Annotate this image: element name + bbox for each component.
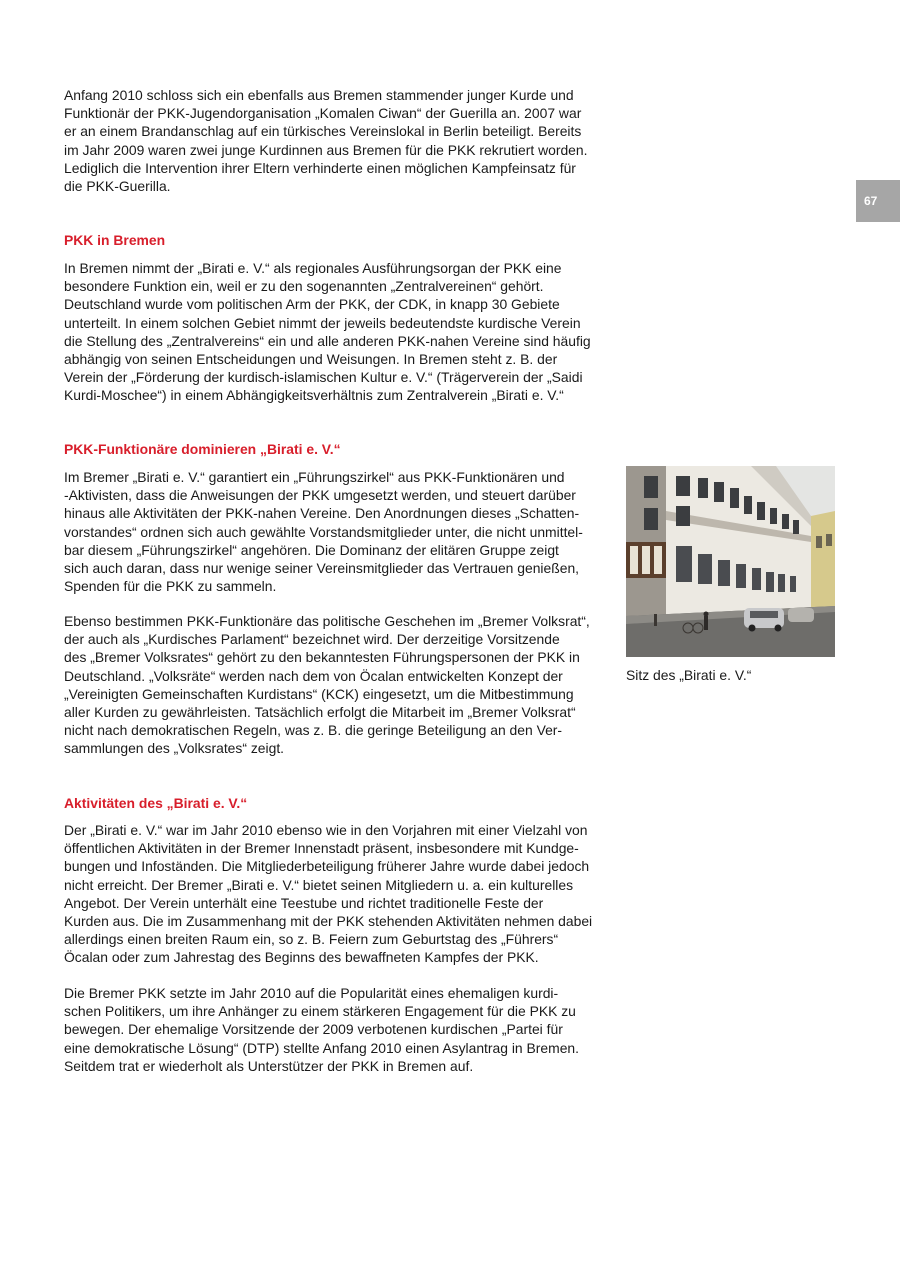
building-photo	[626, 466, 835, 657]
section-paragraph: Im Bremer „Birati e. V.“ garantiert ein „Führungszirkel“ aus PKK-Funktionären und -Aktivisten, dass die Anweisungen der PKK umgesetzt werden, und steuert darüber hinaus alle Aktivitäten der PKK-nahen Vereine. Den Anordnungen dieses „Schatten- vorstandes“ ordnen sich auch gewählte Vorstandsmitglieder unter, die nicht unmittel- bar diesem „Führungszirkel“ angehören. Die Dominanz der elitären Gruppe zeigt sich auch daran, dass nur wenige seiner Vereinsmitglieder das Vertrauen genießen, Spenden für die PKK zu sammeln.	[64, 469, 583, 595]
section-heading-aktivitaeten: Aktivitäten des „Birati e. V.“	[64, 795, 248, 811]
section-heading-pkk-funktionaere: PKK-Funktionäre dominieren „Birati e. V.“	[64, 441, 341, 457]
section-body-pkk-funktionaere	[64, 468, 616, 595]
section-paragraph: Der „Birati e. V.“ war im Jahr 2010 ebenso wie in den Vorjahren mit einer Vielzahl von öffentlichen Aktivitäten in der Bremer Innenstadt präsent, insbesondere mit Kundge- bungen und Infoständen. Die Mitgliederbeteiligung früherer Jahre wurde dabei jedoch nicht erreicht. Der Bremer „Birati e. V.“ bietet seinen Mitgliedern u. a. ein kulturelles Angebot. Der Verein unterhält eine Teestube und richtet traditionelle Feste der Kurden aus. Die im Zusammenhang mit der PKK stehenden Aktivitäten nehmen dabei allerdings einen breiten Raum ein, so z. B. Feiern zum Geburtstag des „Führers“ Öcalan oder zum Jahrestag des Beginns des bewaffneten Kampfes der PKK.	[64, 822, 593, 966]
section-paragraph: Ebenso bestimmen PKK-Funktionäre das politische Geschehen im „Bremer Volksrat“, der auch als „Kurdisches Parlament“ bezeichnet wird. Der derzeitige Vorsitzende des „Bremer Volksrates“ gehört zu den bekanntesten Führungspersonen der PKK in Deutschland. „Volksräte“ werden nach dem von Öcalan entwickelten Konzept der „Vereinigten Gemeinschaften Kurdistans“ (KCK) eingesetzt, um die Mitbestimmung aller Kurden zu gewährleisten. Tatsächlich erfolgt die Mitarbeit im „Bremer Volksrat“ nicht nach demokratischen Regeln, was z. B. die geringe Beteiligung an den Ver- sammlungen des „Volksrates“ zeigt.	[64, 613, 590, 757]
section-paragraph: In Bremen nimmt der „Birati e. V.“ als regionales Ausführungsorgan der PKK eine besondere Funktion ein, weil er zu den sogenannten „Zentralvereinen“ gehört. Deutschland wurde vom politischen Arm der PKK, der CDK, in knapp 30 Gebiete unterteilt. In einem solchen Gebiet nimmt der jeweils bedeutendste kurdische Verein die Stellung des „Zentralvereins“ ein und alle anderen PKK-nahen Vereine sind häufig abhängig von seinen Entscheidungen und Weisungen. In Bremen steht z. B. der Verein der „Förderung der kurdisch-islamischen Kultur e. V.“ (Trägerverein der „Saidi Kurdi-Moschee“) in einem Abhängigkeitsverhältnis zum Zentralverein „Birati e. V.“	[64, 260, 591, 404]
building-illustration	[626, 466, 835, 657]
page-number: 67	[856, 180, 900, 222]
section-body-bremer-pkk	[64, 984, 616, 1075]
figure-caption: Sitz des „Birati e. V.“	[626, 667, 752, 683]
section-paragraph: Die Bremer PKK setzte im Jahr 2010 auf die Popularität eines ehemaligen kurdi- schen Politikers, um ihre Anhänger zu einem stärkeren Engagement für die PKK zu bewegen. Der ehemalige Vorsitzende der 2009 verbotenen kurdischen „Partei für eine demokratische Lösung“ (DTP) stellte Anfang 2010 einen Asylantrag in Bremen. Seitdem trat er wiederholt als Unterstützer der PKK in Bremen auf.	[64, 985, 580, 1074]
section-body-volksrat	[64, 612, 616, 758]
intro-block	[64, 86, 616, 195]
section-body-pkk-in-bremen	[64, 259, 616, 405]
intro-paragraph: Anfang 2010 schloss sich ein ebenfalls aus Bremen stammender junger Kurde und Funktionär der PKK-Jugendorganisation „Komalen Ciwan“ der Guerilla an. 2007 war er an einem Brandanschlag auf ein türkisches Vereinslokal in Berlin beteiligt. Bereits im Jahr 2009 waren zwei junge Kurdinnen aus Bremen für die PKK rekrutiert worden. Lediglich die Intervention ihrer Eltern verhinderte einen möglichen Kampfeinsatz für die PKK-Guerilla.	[64, 87, 588, 195]
section-heading-pkk-in-bremen: PKK in Bremen	[64, 232, 166, 248]
section-body-aktivitaeten	[64, 821, 616, 967]
